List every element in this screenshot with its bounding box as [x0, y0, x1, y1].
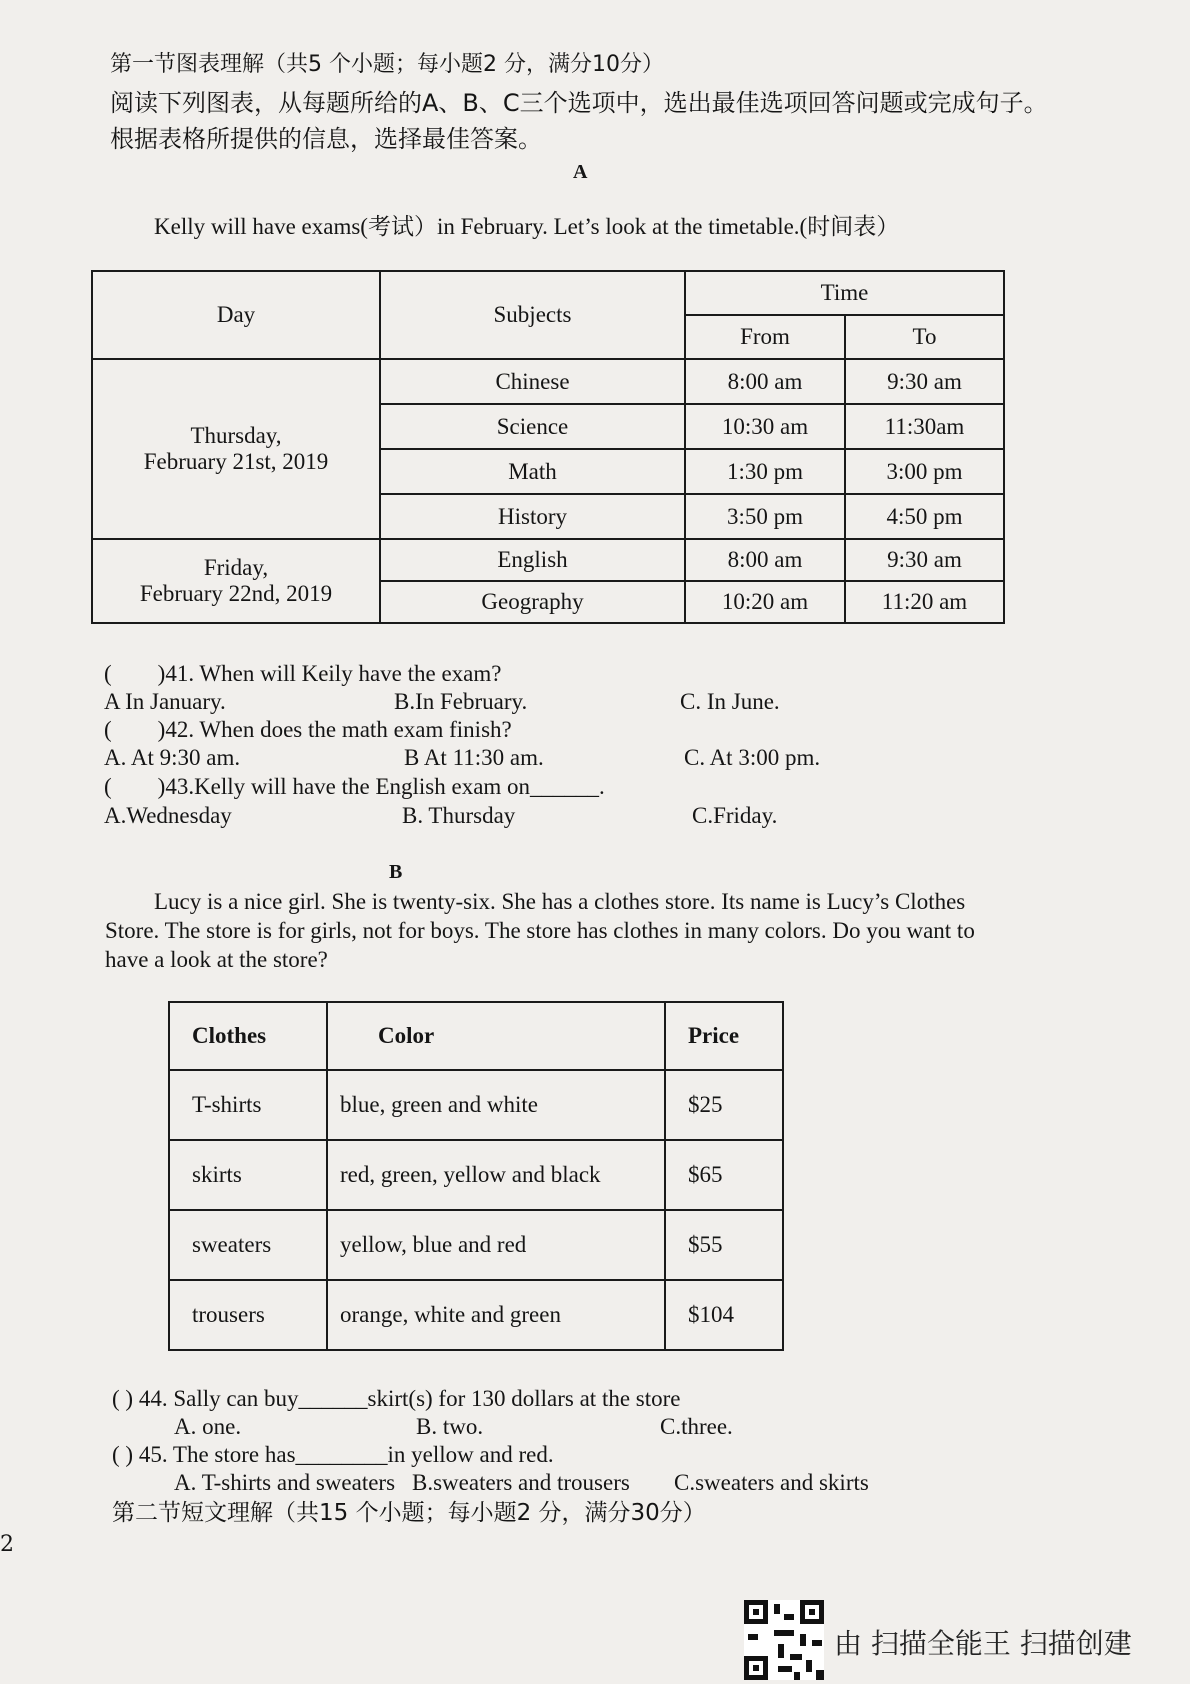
clothes-color-cell: orange, white and green: [327, 1280, 665, 1350]
q42-option-b: B At 11:30 am.: [404, 745, 544, 770]
clothes-item-cell: sweaters: [169, 1210, 327, 1280]
section1-heading: 第一节图表理解（共5 个小题；每小题2 分，满分10分）: [110, 52, 664, 77]
subject-cell: Science: [380, 404, 685, 449]
part-b-para-line2: Store. The store is for girls, not for boys. The store has clothes in many colors. Do you want to: [105, 918, 975, 943]
question-44: ( ) 44. Sally can buy______skirt(s) for 130 dollars at the store: [112, 1386, 681, 1411]
timetable-head-from: From: [685, 315, 845, 359]
to-cell: 9:30 am: [845, 539, 1004, 581]
from-cell: 10:20 am: [685, 581, 845, 623]
to-cell: 11:20 am: [845, 581, 1004, 623]
table-row: [92, 539, 1004, 581]
day2-line2: February 22nd, 2019: [139, 581, 333, 606]
q41-option-c: C. In June.: [680, 689, 780, 714]
table-row: [169, 1140, 783, 1210]
from-cell: 8:00 am: [685, 539, 845, 581]
subject-cell: Chinese: [380, 359, 685, 404]
part-b-para-line3: have a look at the store?: [105, 947, 328, 972]
to-cell: 4:50 pm: [845, 494, 1004, 539]
timetable-head-subjects: Subjects: [380, 271, 685, 359]
clothes-head-price: Price: [665, 1002, 783, 1070]
clothes-item-cell: trousers: [169, 1280, 327, 1350]
page-number: 2: [0, 1532, 14, 1557]
exam-timetable: [91, 270, 1005, 624]
clothes-color-cell: yellow, blue and red: [327, 1210, 665, 1280]
day1-line2: February 21st, 2019: [143, 449, 329, 474]
section1-instruction2: 根据表格所提供的信息，选择最佳答案。: [110, 125, 542, 153]
q41-option-a: A In January.: [104, 689, 226, 714]
from-cell: 10:30 am: [685, 404, 845, 449]
question-41: ( )41. When will Keily have the exam?: [104, 661, 502, 686]
from-cell: 8:00 am: [685, 359, 845, 404]
part-a-letter: A: [573, 161, 588, 183]
clothes-price-cell: $55: [665, 1210, 783, 1280]
section1-instruction: 阅读下列图表，从每题所给的A、B、C三个选项中，选出最佳选项回答问题或完成句子。: [110, 89, 1048, 117]
q41-option-b: B.In February.: [394, 689, 528, 714]
subject-cell: English: [380, 539, 685, 581]
q44-option-c: C.three.: [660, 1414, 733, 1439]
subject-cell: History: [380, 494, 685, 539]
q44-option-b: B. two.: [416, 1414, 484, 1439]
q42-option-c: C. At 3:00 pm.: [684, 745, 821, 770]
clothes-price-cell: $65: [665, 1140, 783, 1210]
from-cell: 1:30 pm: [685, 449, 845, 494]
timetable-head-to: To: [845, 315, 1004, 359]
table-row: [169, 1280, 783, 1350]
clothes-item-cell: T-shirts: [169, 1070, 327, 1140]
clothes-price-cell: $25: [665, 1070, 783, 1140]
part-b-letter: B: [389, 861, 403, 883]
clothes-color-cell: blue, green and white: [327, 1070, 665, 1140]
clothes-price-table: [168, 1001, 784, 1351]
q45-option-c: C.sweaters and skirts: [674, 1470, 869, 1495]
timetable-day-friday: [92, 539, 380, 623]
timetable-head-day: Day: [92, 271, 380, 359]
q43-option-b: B. Thursday: [402, 803, 516, 828]
qr-code-icon: [744, 1600, 824, 1680]
table-row: [169, 1210, 783, 1280]
clothes-color-cell: red, green, yellow and black: [327, 1140, 665, 1210]
q45-option-b: B.sweaters and trousers: [412, 1470, 630, 1495]
scanner-watermark-text: 由 扫描全能王 扫描创建: [834, 1627, 1132, 1660]
to-cell: 11:30am: [845, 404, 1004, 449]
q43-option-c: C.Friday.: [692, 803, 778, 828]
table-row: [92, 359, 1004, 404]
q42-option-a: A. At 9:30 am.: [104, 745, 241, 770]
part-b-para-line1: Lucy is a nice girl. She is twenty-six. She has a clothes store. Its name is Lucy’s Clothes: [154, 889, 966, 914]
q44-option-a: A. one.: [174, 1414, 242, 1439]
clothes-item-cell: skirts: [169, 1140, 327, 1210]
question-42: ( )42. When does the math exam finish?: [104, 717, 512, 742]
timetable-day-thursday: [92, 359, 380, 539]
section2-heading: 第二节短文理解（共15 个小题；每小题2 分，满分30分）: [112, 1500, 706, 1526]
q45-option-a: A. T-shirts and sweaters: [174, 1470, 396, 1495]
subject-cell: Geography: [380, 581, 685, 623]
subject-cell: Math: [380, 449, 685, 494]
part-a-intro: Kelly will have exams(考试）in February. Let’s look at the timetable.(时间表）: [154, 214, 900, 239]
table-row: [169, 1070, 783, 1140]
clothes-head-color: Color: [327, 1002, 665, 1070]
clothes-head-item: Clothes: [169, 1002, 327, 1070]
clothes-price-cell: $104: [665, 1280, 783, 1350]
q43-option-a: A.Wednesday: [104, 803, 232, 828]
question-43: ( )43.Kelly will have the English exam on______.: [104, 774, 605, 799]
question-45: ( ) 45. The store has________in yellow and red.: [112, 1442, 554, 1467]
day1-line1: Thursday,: [190, 423, 282, 448]
to-cell: 9:30 am: [845, 359, 1004, 404]
day2-line1: Friday,: [203, 555, 269, 580]
to-cell: 3:00 pm: [845, 449, 1004, 494]
from-cell: 3:50 pm: [685, 494, 845, 539]
timetable-head-time: Time: [685, 271, 1004, 315]
